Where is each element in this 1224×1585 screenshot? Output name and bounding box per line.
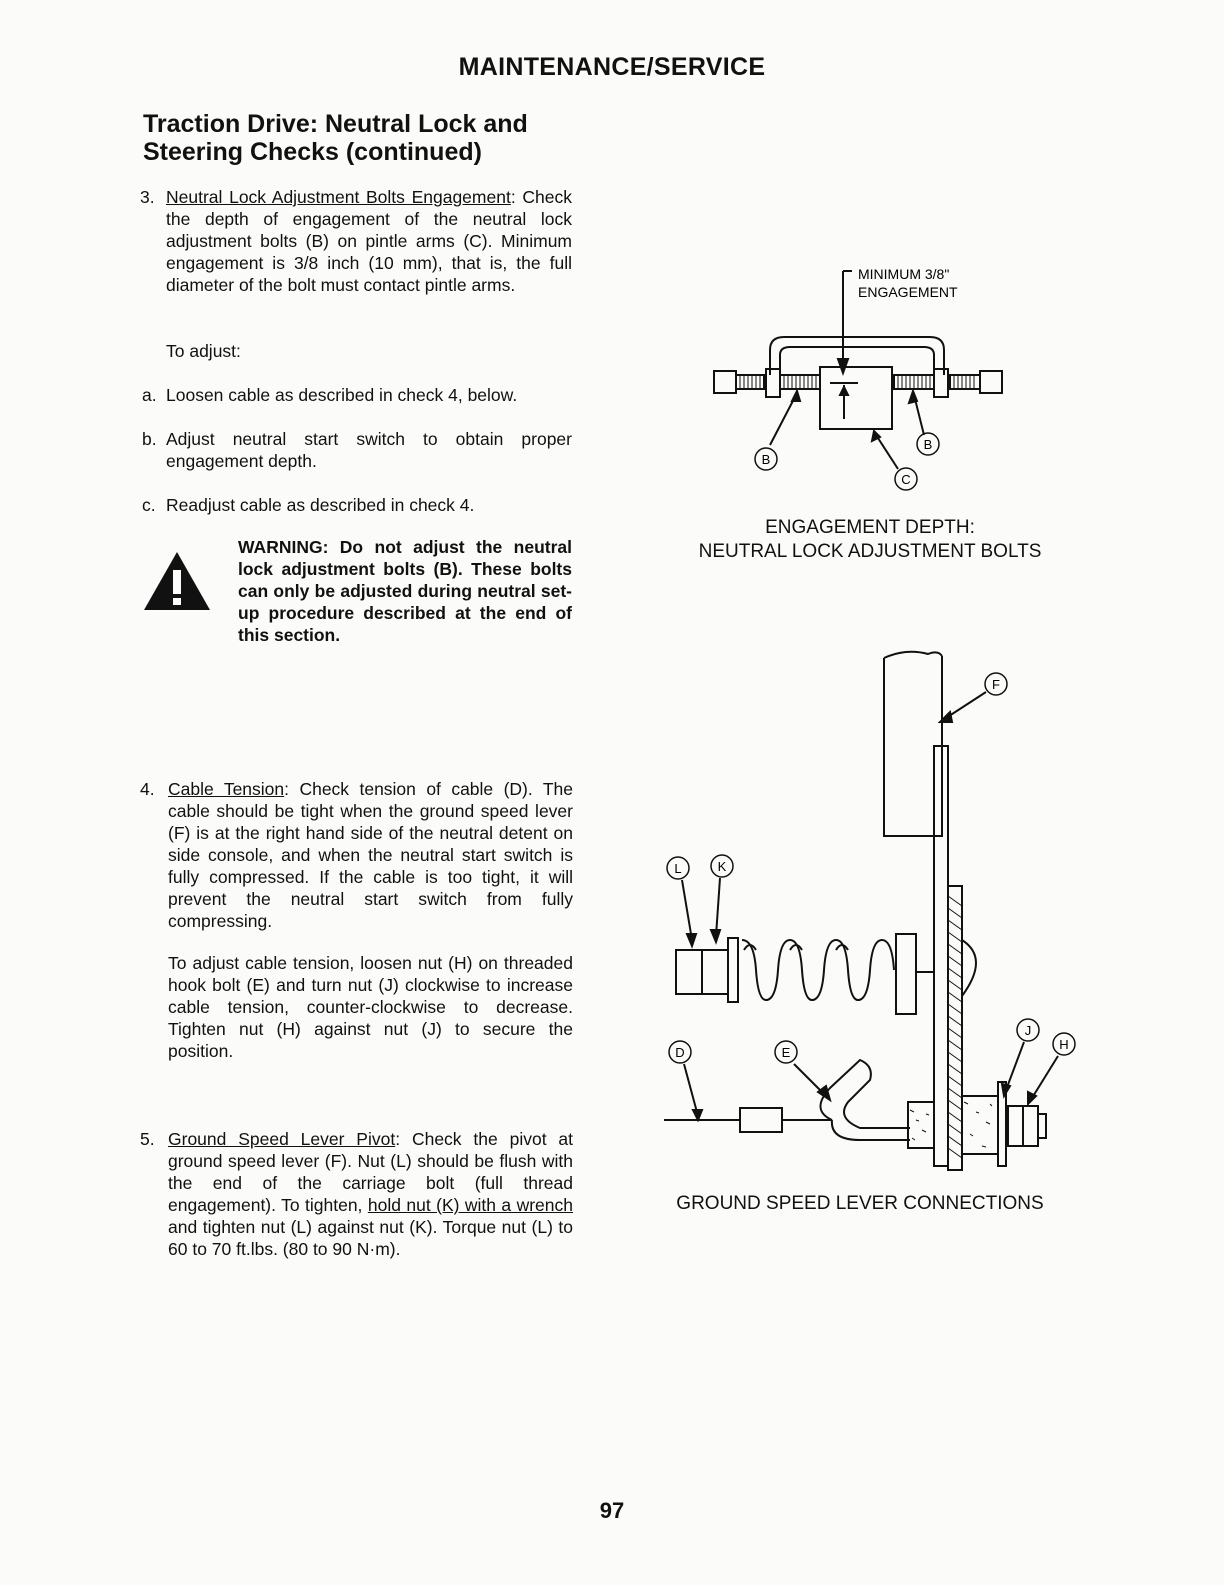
step-c-text: Readjust cable as described in check 4. — [166, 495, 475, 515]
section-title-line2: Steering Checks (continued) — [143, 138, 482, 166]
label-k: K — [717, 859, 727, 874]
item3-text: Neutral Lock Adjustment Bolts Engagement: Check the depth of engagement of the neutral lock adjustment bolts (B) on pintle arms (C). Minimum engagement is 3/8 inch (10 mm), that is, the full diameter of the bolt must contact pintle arms. — [166, 187, 572, 295]
figure-ground-speed-lever — [660, 640, 1080, 1180]
label-l: L — [674, 861, 682, 876]
warning-text: WARNING: Do not adjust the neutral lock adjustment bolts (B). These bolts can only be adjusted during neutral set-up procedure described at the end of this section. — [238, 537, 572, 645]
step-b-text: Adjust neutral start switch to obtain proper engagement depth. — [166, 429, 572, 471]
item5-number: 5. — [140, 1129, 155, 1149]
item5-text: Ground Speed Lever Pivot: Check the pivot at ground speed lever (F). Nut (L) should be flush with the end of the carriage bolt (full thread engagement). To tighten, hold nut (K) with a wrench and tighten nut (L) against nut (K). Torque nut (L) to 60 to 70 ft.lbs. (80 to 90 N·m). — [168, 1129, 573, 1259]
item5-heading: Ground Speed Lever Pivot — [168, 1129, 396, 1149]
item4-body: Check tension of cable (D). The cable should be tight when the ground speed lever (F) is at the right hand side of the neutral detent on side console, and when the neutral start switch is fully compressed. If the cable is too tight, it will prevent the neutral start switch from fully compressing. — [168, 779, 573, 931]
step-c-letter: c. — [142, 495, 156, 515]
figure1-caption-line2: NEUTRAL LOCK ADJUSTMENT BOLTS — [698, 541, 1042, 562]
label-c: C — [901, 472, 911, 487]
section-title-line1: Traction Drive: Neutral Lock and — [143, 110, 528, 138]
label-f: F — [992, 677, 1000, 692]
item3-to-adjust: To adjust: — [166, 341, 241, 361]
page-header: MAINTENANCE/SERVICE — [458, 53, 766, 81]
label-b-right: B — [923, 437, 933, 452]
item3-body: Check the depth of engagement of the neutral lock adjustment bolts (B) on pintle arms (C). Minimum engagement is 3/8 inch (10 mm), that is, the full diameter of the bolt must contact pintle arms. — [166, 187, 572, 295]
item4-number: 4. — [140, 779, 155, 799]
step-b-letter: b. — [142, 429, 157, 449]
step-a-text: Loosen cable as described in check 4, below. — [166, 385, 518, 405]
label-b-left: B — [761, 452, 771, 467]
page-number: 97 — [599, 1498, 625, 1523]
item4-para2: To adjust cable tension, loosen nut (H) on threaded hook bolt (E) and turn nut (J) clockwise to increase cable tension, counter-clockwise to decrease. Tighten nut (H) against nut (J) to secure the position. — [168, 953, 573, 1061]
item3-number: 3. — [140, 187, 155, 207]
item5-underlined: hold nut (K) with a wrench — [367, 1195, 573, 1215]
figure2-caption: GROUND SPEED LEVER CONNECTIONS — [676, 1193, 1044, 1214]
figure1-caption-line1: ENGAGEMENT DEPTH: — [765, 517, 975, 538]
item4-text: Cable Tension: Check tension of cable (D). The cable should be tight when the ground speed lever (F) is at the right hand side of the neutral detent on side console, and when the neutral start switch is fully compressed. If the cable is too tight, it will prevent the neutral start switch from fully compressing. — [168, 779, 573, 931]
step-a-letter: a. — [142, 385, 157, 405]
section-title — [143, 110, 603, 166]
label-h: H — [1059, 1037, 1069, 1052]
item5-body2: and tighten nut (L) against nut (K). Torque nut (L) to 60 to 70 ft.lbs. (80 to 90 N·m). — [168, 1217, 573, 1259]
callout-line2: ENGAGEMENT — [858, 284, 958, 300]
figure1-caption — [660, 516, 1080, 564]
warning-triangle-icon — [142, 550, 212, 612]
callout-line1: MINIMUM 3/8" — [858, 266, 950, 282]
item5-body1: Check the pivot at ground speed lever (F). Nut (L) should be flush with the end of the carriage bolt (full thread engagement). To tighten, — [168, 1129, 573, 1215]
item4-heading: Cable Tension — [168, 779, 285, 799]
label-j: J — [1024, 1023, 1032, 1038]
figure-engagement-depth — [700, 255, 1020, 495]
label-d: D — [675, 1045, 685, 1060]
item3-heading: Neutral Lock Adjustment Bolts Engagement — [166, 187, 511, 207]
label-e: E — [781, 1045, 791, 1060]
